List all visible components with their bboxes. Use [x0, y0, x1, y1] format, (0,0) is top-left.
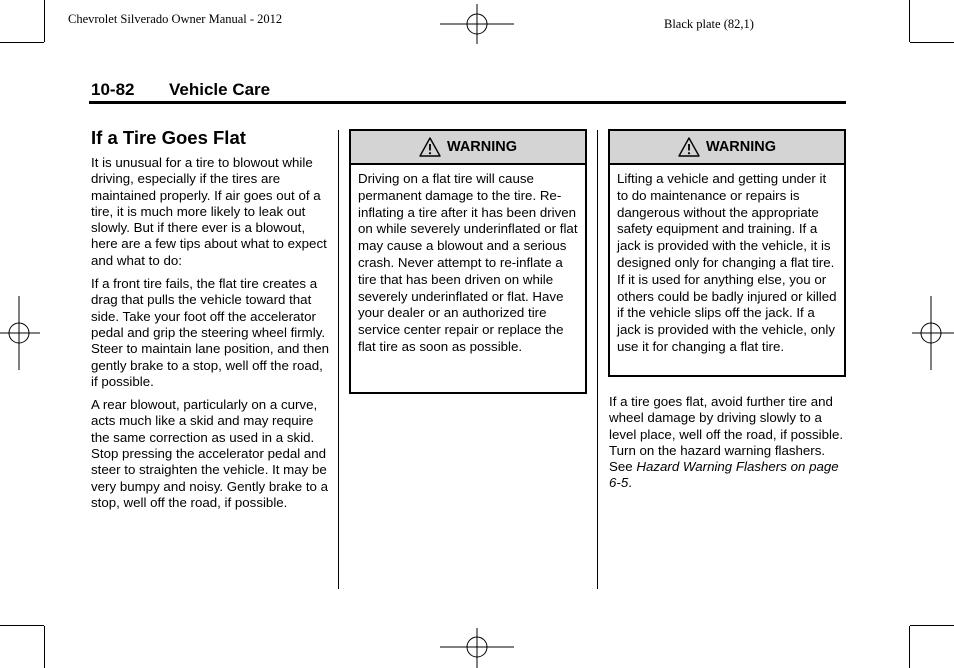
warning-header: [351, 131, 585, 165]
paragraph-text: If a tire goes flat, avoid further tire and wheel damage by driving slowly to a level place, well off the road, if possible. Turn on the hazard warning flashers. See: [609, 394, 844, 475]
crop-mark: [910, 625, 954, 626]
paragraph: If a front tire fails, the flat tire creates a drag that pulls the vehicle toward that side. Take your foot off the accelerator pedal and grip the steering wheel firmly. Steer to maintain lane position, and then gently brake to a stop, well off the road, if possible.: [91, 276, 330, 389]
warning-text: Driving on a flat tire will cause permanent damage to the tire. Re-inflating a tire after it has been driven on while severely underinflated or flat may cause a blowout and a serious crash. Never attempt to re-inflate a tire that has been driven on while severely underinflated or flat. Have your dealer or an authorized tire service center repair or replace the flat tire as soon as possible.: [358, 171, 578, 354]
manual-title: Chevrolet Silverado Owner Manual - 2012: [68, 12, 283, 26]
paragraph: [609, 394, 847, 492]
warning-text: Lifting a vehicle and getting under it to do maintenance or repairs is dangerous without the appropriate safety equipment and training. If a jack is provided with the vehicle, it is designed only for changing a flat tire. If it is used for anything else, you or others could be badly injured or killed if the vehicle slips off the jack. If a jack is provided with the vehicle, only use it for changing a flat tire.: [617, 171, 837, 354]
column-1: [91, 127, 331, 518]
registration-mark-icon: [0, 296, 40, 370]
registration-mark-icon: [440, 4, 514, 44]
warning-triangle-icon: [678, 137, 700, 157]
page-heading: If a Tire Goes Flat: [91, 127, 246, 148]
column-divider: [597, 130, 598, 589]
page-number: 10-82: [91, 80, 135, 99]
section-rule: [89, 101, 846, 104]
registration-mark-icon: [440, 628, 514, 668]
section-title: Vehicle Care: [169, 80, 271, 99]
warning-label: WARNING: [705, 139, 777, 155]
crop-mark: [0, 42, 44, 43]
crop-mark: [0, 625, 44, 626]
crop-mark: [44, 626, 45, 668]
warning-triangle-icon: [419, 137, 441, 157]
paragraph-end: .: [628, 475, 632, 491]
crop-mark: [910, 42, 954, 43]
paragraph: A rear blowout, particularly on a curve, acts much like a skid and may require the same correction as used in a skid. Stop pressing the accelerator pedal and steer to straighten the vehicle. It may be very bumpy and noisy. Gently brake to a stop, well off the road, if possible.: [91, 397, 328, 510]
column-3: [609, 394, 847, 499]
column-divider: [338, 130, 339, 589]
registration-mark-icon: [912, 296, 954, 370]
crop-mark: [909, 626, 910, 668]
crop-mark: [44, 0, 45, 42]
warning-box: [608, 129, 846, 377]
warning-box: [349, 129, 587, 394]
crop-mark: [909, 0, 910, 42]
cross-reference-link[interactable]: Hazard Warning Flashers on page 6-5: [609, 459, 839, 491]
warning-header: [610, 131, 844, 165]
plate-label: Black plate (82,1): [664, 17, 754, 31]
paragraph: It is unusual for a tire to blowout while driving, especially if the tires are maintained properly. If air goes out of a tire, it is much more likely to leak out slowly. But if there ever is a blowout, here are a few tips about what to expect and what to do:: [91, 155, 327, 268]
warning-label: WARNING: [446, 139, 518, 155]
